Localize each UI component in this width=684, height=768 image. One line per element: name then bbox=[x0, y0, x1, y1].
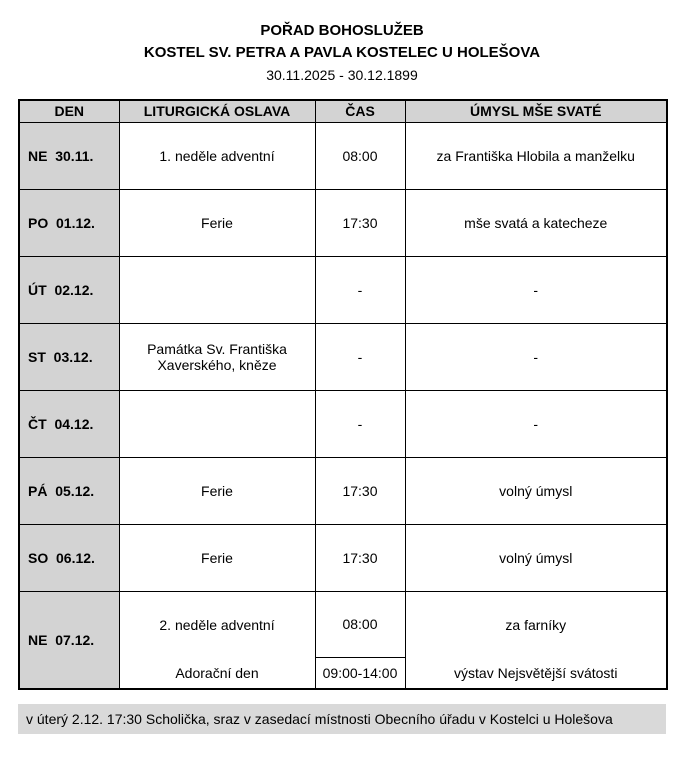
intention-cell: - bbox=[405, 256, 667, 323]
table-header-row bbox=[19, 100, 667, 122]
time-cell: 08:00 bbox=[315, 122, 405, 189]
table-row bbox=[19, 390, 667, 457]
intention-main: za farníky bbox=[505, 616, 567, 633]
table-row bbox=[19, 524, 667, 591]
column-header-den: DEN bbox=[19, 100, 119, 122]
day-cell: ÚT 02.12. bbox=[19, 256, 119, 323]
intention-cell: volný úmysl bbox=[405, 524, 667, 591]
day-cell: ČT 04.12. bbox=[19, 390, 119, 457]
time-cell: - bbox=[315, 390, 405, 457]
time-cell: 17:30 bbox=[315, 457, 405, 524]
liturgy-cell bbox=[119, 256, 315, 323]
day-cell: PÁ 05.12. bbox=[19, 457, 119, 524]
date-range: 30.11.2025 - 30.12.1899 bbox=[266, 67, 418, 83]
intention-stack bbox=[406, 592, 667, 688]
liturgy-cell bbox=[119, 591, 315, 689]
page-title: POŘAD BOHOSLUŽEB bbox=[260, 22, 424, 39]
church-name: KOSTEL SV. PETRA A PAVLA KOSTELEC U HOLEŠOVA bbox=[143, 44, 541, 61]
table-row bbox=[19, 256, 667, 323]
intention-cell bbox=[405, 591, 667, 689]
footer-note: v úterý 2.12. 17:30 Scholička, sraz v zasedací místnosti Obecního úřadu v Kostelci u Holešova bbox=[18, 704, 666, 734]
table-row bbox=[19, 122, 667, 189]
document-header bbox=[18, 22, 666, 83]
liturgy-cell: 1. neděle adventní bbox=[119, 122, 315, 189]
table-row bbox=[19, 189, 667, 256]
time-cell: 17:30 bbox=[315, 189, 405, 256]
table-row bbox=[19, 323, 667, 390]
intention-cell: - bbox=[405, 323, 667, 390]
schedule-table bbox=[18, 99, 668, 690]
day-cell: SO 06.12. bbox=[19, 524, 119, 591]
day-cell: NE 30.11. bbox=[19, 122, 119, 189]
liturgy-cell: Ferie bbox=[119, 457, 315, 524]
day-cell: PO 01.12. bbox=[19, 189, 119, 256]
column-header-umysl: ÚMYSL MŠE SVATÉ bbox=[405, 100, 667, 122]
time-main: 08:00 bbox=[342, 616, 378, 632]
intention-cell: za Františka Hlobila a manželku bbox=[405, 122, 667, 189]
liturgy-secondary: Adorační den bbox=[175, 664, 259, 681]
intention-secondary: výstav Nejsvětější svátosti bbox=[454, 664, 618, 681]
intention-cell: - bbox=[405, 390, 667, 457]
liturgy-cell: Ferie bbox=[119, 524, 315, 591]
liturgy-cell: Památka Sv. Františka Xaverského, kněze bbox=[119, 323, 315, 390]
column-header-oslava: LITURGICKÁ OSLAVA bbox=[119, 100, 315, 122]
liturgy-cell bbox=[119, 390, 315, 457]
liturgy-main: 2. neděle adventní bbox=[159, 616, 275, 633]
table-row bbox=[19, 457, 667, 524]
time-cell: 17:30 bbox=[315, 524, 405, 591]
time-secondary: 09:00-14:00 bbox=[316, 657, 405, 688]
time-cell: - bbox=[315, 256, 405, 323]
day-cell: NE 07.12. bbox=[19, 591, 119, 689]
time-stack bbox=[316, 592, 405, 688]
intention-cell: mše svatá a katecheze bbox=[405, 189, 667, 256]
table-row bbox=[19, 591, 667, 689]
day-cell: ST 03.12. bbox=[19, 323, 119, 390]
column-header-cas: ČAS bbox=[315, 100, 405, 122]
liturgy-stack bbox=[120, 592, 315, 688]
time-cell bbox=[315, 591, 405, 689]
liturgy-cell: Ferie bbox=[119, 189, 315, 256]
intention-cell: volný úmysl bbox=[405, 457, 667, 524]
time-cell: - bbox=[315, 323, 405, 390]
